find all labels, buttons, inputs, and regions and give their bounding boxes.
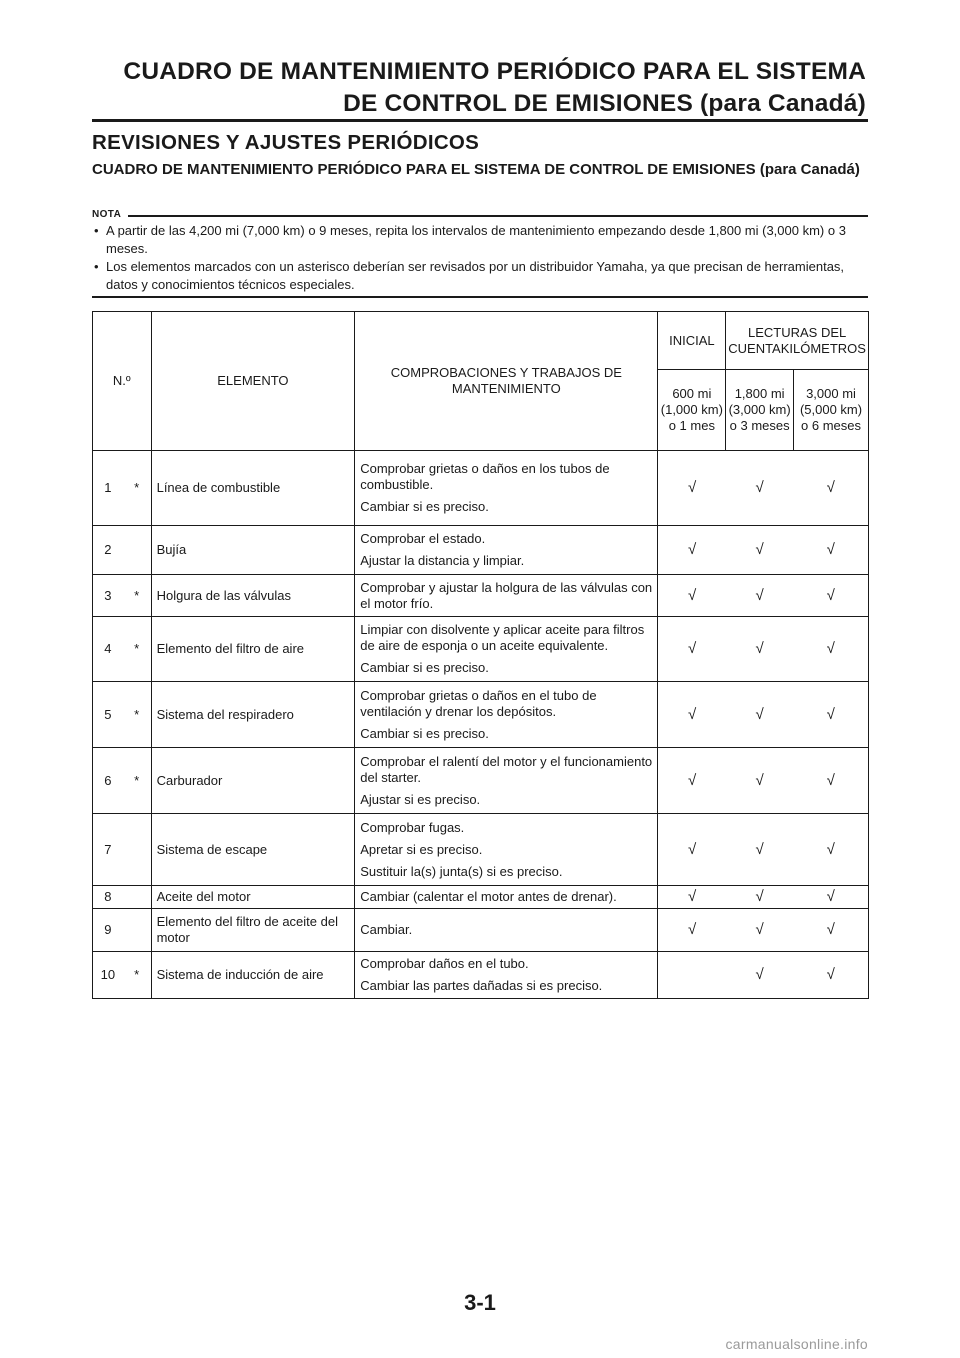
table-row [93, 682, 869, 748]
row-work [355, 451, 658, 526]
maintenance-table [92, 311, 869, 999]
check-mark-interval-2: √ [726, 682, 794, 748]
work-line: Comprobar y ajustar la holgura de las válvulas con el motor frío. [360, 579, 653, 611]
row-number: 7 [93, 814, 123, 886]
row-item: Sistema del respiradero [151, 682, 355, 748]
work-line: Cambiar si es preciso. [360, 660, 489, 675]
row-number: 8 [93, 886, 123, 909]
table-row [93, 814, 869, 886]
check-mark-interval-1: √ [658, 575, 726, 617]
note-list [92, 222, 868, 294]
work-line: Ajustar la distancia y limpiar. [360, 553, 525, 568]
table-row [93, 909, 869, 952]
title-divider [92, 119, 868, 122]
table-row [93, 575, 869, 617]
work-line: Comprobar fugas. [360, 819, 465, 835]
check-mark-interval-2: √ [726, 617, 794, 682]
note-item: • Los elementos marcados con un asterisco deberían ser revisados por un distribuidor Yamaha, ya que precisan de herramientas, datos y conocimientos técnicos especiales. [92, 258, 868, 294]
work-line: Cambiar (calentar el motor antes de drenar). [360, 889, 617, 904]
page-title-line2: DE CONTROL DE EMISIONES (para Canadá) [343, 90, 866, 117]
header-work: COMPROBACIONES Y TRABAJOS DE MANTENIMIENTO [355, 312, 658, 451]
row-asterisk: * [123, 617, 151, 682]
section-title: REVISIONES Y AJUSTES PERIÓDICOS [92, 131, 480, 154]
row-work [355, 748, 658, 814]
row-number: 5 [93, 682, 123, 748]
note-divider-bottom [92, 296, 868, 298]
note-label: NOTA [92, 209, 122, 220]
row-number: 9 [93, 909, 123, 952]
row-work [355, 814, 658, 886]
row-item: Bujía [151, 526, 355, 575]
work-line: Cambiar si es preciso. [360, 499, 489, 514]
check-mark-interval-2: √ [726, 909, 794, 952]
check-mark-interval-1: √ [658, 682, 726, 748]
row-item: Elemento del filtro de aire [151, 617, 355, 682]
work-line: Cambiar. [360, 922, 413, 937]
row-work [355, 886, 658, 909]
row-asterisk [123, 886, 151, 909]
header-interval-1: 600 mi (1,000 km) o 1 mes [658, 370, 726, 451]
header-initial: INICIAL [658, 312, 726, 370]
row-number: 2 [93, 526, 123, 575]
work-line: Sustituir la(s) junta(s) si es preciso. [360, 863, 563, 879]
note-divider [128, 215, 868, 217]
check-mark-interval-3: √ [794, 451, 869, 526]
watermark: carmanualsonline.info [725, 1336, 868, 1352]
check-mark-interval-2: √ [726, 952, 794, 999]
header-no: N.º [93, 312, 152, 451]
row-work [355, 909, 658, 952]
check-mark-interval-2: √ [726, 814, 794, 886]
check-mark-interval-2: √ [726, 575, 794, 617]
subsection-title: CUADRO DE MANTENIMIENTO PERIÓDICO PARA EL SISTEMA DE CONTROL DE EMISIONES (para Canadá) [92, 161, 860, 178]
check-mark-interval-1: √ [658, 617, 726, 682]
work-line: Comprobar grietas o daños en los tubos de combustible. [360, 461, 610, 492]
row-work [355, 682, 658, 748]
check-mark-interval-1 [658, 952, 726, 999]
header-odometer: LECTURAS DEL CUENTAKILÓMETROS [726, 312, 869, 370]
row-number: 4 [93, 617, 123, 682]
work-line: Cambiar si es preciso. [360, 725, 489, 741]
row-number: 3 [93, 575, 123, 617]
row-work [355, 526, 658, 575]
row-item: Holgura de las válvulas [151, 575, 355, 617]
row-item: Aceite del motor [151, 886, 355, 909]
row-asterisk: * [123, 682, 151, 748]
row-number: 10 [93, 952, 123, 999]
row-asterisk: * [123, 952, 151, 999]
work-line: Comprobar daños en el tubo. [360, 956, 529, 971]
table-row [93, 952, 869, 999]
table-row [93, 617, 869, 682]
work-line: Comprobar el ralentí del motor y el funcionamiento del starter. [360, 753, 653, 785]
row-asterisk [123, 909, 151, 952]
header-item: ELEMENTO [151, 312, 355, 451]
row-asterisk [123, 526, 151, 575]
row-asterisk: * [123, 575, 151, 617]
row-item: Sistema de inducción de aire [151, 952, 355, 999]
table-row [93, 526, 869, 575]
page-number: 3-1 [464, 1290, 496, 1315]
row-item: Sistema de escape [151, 814, 355, 886]
check-mark-interval-2: √ [726, 451, 794, 526]
check-mark-interval-3: √ [794, 617, 869, 682]
table-row [93, 886, 869, 909]
row-work [355, 617, 658, 682]
row-item: Carburador [151, 748, 355, 814]
row-work [355, 952, 658, 999]
row-item: Línea de combustible [151, 451, 355, 526]
row-work [355, 575, 658, 617]
check-mark-interval-1: √ [658, 451, 726, 526]
check-mark-interval-3: √ [794, 909, 869, 952]
check-mark-interval-3: √ [794, 748, 869, 814]
check-mark-interval-2: √ [726, 526, 794, 575]
table-row [93, 451, 869, 526]
row-item: Elemento del filtro de aceite del motor [151, 909, 355, 952]
check-mark-interval-3: √ [794, 682, 869, 748]
row-asterisk: * [123, 748, 151, 814]
check-mark-interval-2: √ [726, 886, 794, 909]
work-line: Apretar si es preciso. [360, 841, 483, 857]
check-mark-interval-3: √ [794, 575, 869, 617]
table-row [93, 748, 869, 814]
table-header-row [93, 312, 869, 370]
work-line: Comprobar grietas o daños en el tubo de ventilación y drenar los depósitos. [360, 687, 597, 719]
row-asterisk: * [123, 451, 151, 526]
check-mark-interval-1: √ [658, 748, 726, 814]
work-line: Comprobar el estado. [360, 531, 486, 546]
check-mark-interval-1: √ [658, 886, 726, 909]
row-number: 1 [93, 451, 123, 526]
check-mark-interval-1: √ [658, 526, 726, 575]
check-mark-interval-1: √ [658, 909, 726, 952]
check-mark-interval-3: √ [794, 886, 869, 909]
check-mark-interval-3: √ [794, 814, 869, 886]
header-interval-2: 1,800 mi (3,000 km) o 3 meses [726, 370, 794, 451]
work-line: Ajustar si es preciso. [360, 791, 481, 807]
note-item: • A partir de las 4,200 mi (7,000 km) o 9 meses, repita los intervalos de mantenimiento empezando desde 1,800 mi (3,000 km) o 3 meses. [92, 222, 868, 258]
page-title-line1: CUADRO DE MANTENIMIENTO PERIÓDICO PARA EL SISTEMA [123, 58, 866, 85]
row-asterisk [123, 814, 151, 886]
note-header [92, 209, 868, 219]
header-interval-3: 3,000 mi (5,000 km) o 6 meses [794, 370, 869, 451]
work-line: Limpiar con disolvente y aplicar aceite para filtros de aire de esponja o un aceite equivalente. [360, 622, 645, 653]
work-line: Cambiar las partes dañadas si es preciso. [360, 978, 603, 993]
row-number: 6 [93, 748, 123, 814]
check-mark-interval-2: √ [726, 748, 794, 814]
check-mark-interval-3: √ [794, 952, 869, 999]
check-mark-interval-1: √ [658, 814, 726, 886]
check-mark-interval-3: √ [794, 526, 869, 575]
